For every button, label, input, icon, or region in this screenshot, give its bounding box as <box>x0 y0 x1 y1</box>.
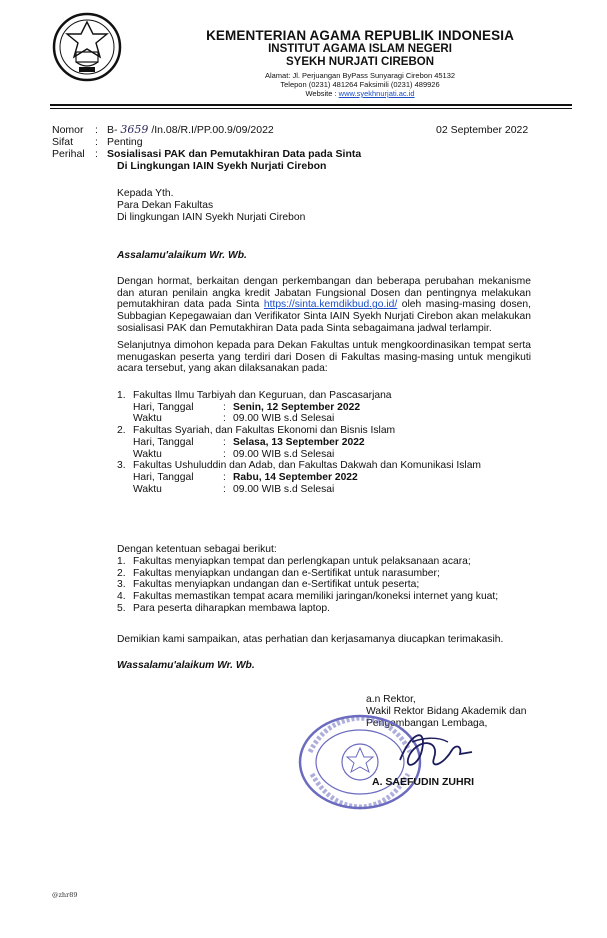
nomor-handwritten: 3659 <box>120 123 149 136</box>
handwritten-signature <box>382 720 482 780</box>
recipient-line-3: Di lingkungan IAIN Syekh Nurjati Cirebon <box>117 212 306 223</box>
paragraph-request: Selanjutnya dimohon kepada para Dekan Fakultas untuk mengkoordinasikan tempat serta menugaskan peserta yang terdiri dari Dosen di Fakultas masing-masing untuk mengikuti acara tersebut, yang akan dilaksanakan pada: <box>117 340 531 375</box>
schedule-time: 09.00 WIB s.d Selesai <box>233 413 335 425</box>
term-item: Fakultas menyiapkan tempat dan perlengkapan untuk pelaksanaan acara; <box>133 556 471 567</box>
signatory-name: A. SAEFUDIN ZUHRI <box>372 776 475 788</box>
signature-position-1: Wakil Rektor Bidang Akademik dan <box>366 706 527 717</box>
schedule-colon: : <box>223 471 226 483</box>
schedule-time-label: Waktu <box>133 483 162 495</box>
schedule-faculty: Fakultas Syariah, dan Fakultas Ekonomi dan Bisnis Islam <box>133 425 396 437</box>
sifat-label: Sifat <box>52 136 74 148</box>
para1-after-link: oleh masing-masing dosen, Subbagian Kepegawaian dan Verifikator Sinta IAIN Syekh Nurjati Cirebon akan melakukan sosialisasi PAK dan Pemutakhiran Data pada Sinta sebagaimana jadwal terlampir. <box>117 299 531 334</box>
sinta-link[interactable]: https://sinta.kemdikbud.go.id/ <box>263 299 398 311</box>
letterhead-institute-1: INSTITUT AGAMA ISLAM NEGERI <box>268 43 452 55</box>
term-item: Fakultas menyiapkan undangan dan e-Sertifikat untuk peserta; <box>133 579 420 591</box>
sifat-value: Penting <box>107 136 143 148</box>
letterhead-ministry: KEMENTERIAN AGAMA REPUBLIK INDONESIA <box>206 28 514 43</box>
closing-text: Demikian kami sampaikan, atas perhatian dan kerjasamanya diucapkan terimakasih. <box>117 634 504 645</box>
recipient-line-2: Para Dekan Fakultas <box>117 200 214 211</box>
letterhead-rule-thick <box>50 104 572 106</box>
term-number: 5. <box>117 602 126 614</box>
website-prefix: Website : <box>305 89 337 98</box>
website-link[interactable]: www.syekhnurjati.ac.id <box>338 89 415 98</box>
schedule-faculty: Fakultas Ilmu Tarbiyah dan Keguruan, dan Pascasarjana <box>133 390 392 401</box>
paragraph-intro <box>117 276 531 335</box>
term-number: 3. <box>117 579 126 591</box>
schedule-number: 1. <box>117 390 126 401</box>
salutation: Wassalamu'alaikum Wr. Wb. <box>117 660 255 671</box>
schedule-time-label: Waktu <box>133 413 162 425</box>
term-number: 2. <box>117 567 126 579</box>
schedule-day-label: Hari, Tanggal <box>133 401 194 413</box>
schedule-time: 09.00 WIB s.d Selesai <box>233 483 335 495</box>
nomor-row: Nomor : B- 3659 /In.08/R.I/PP.00.9/09/2022 <box>52 123 274 136</box>
schedule-day: Selasa, 13 September 2022 <box>233 436 365 448</box>
perihal-line-2: Di Lingkungan IAIN Syekh Nurjati Cirebon <box>117 160 327 172</box>
letter-date: 02 September 2022 <box>436 124 529 136</box>
term-item: Para peserta diharapkan membawa laptop. <box>133 602 330 614</box>
perihal-label: Perihal <box>52 148 85 160</box>
letterhead-rule-thin <box>50 108 572 109</box>
signature-an-rektor: a.n Rektor, <box>366 694 416 705</box>
schedule-number: 2. <box>117 425 126 437</box>
schedule-colon: : <box>223 401 226 413</box>
para1-before-link: Dengan hormat, berkaitan dengan perkembangan dan beberapa perubahan mekanisme dan aturan penilain angka kredit Jabatan Fungsional Dosen dan pentingnya melakukan pemutakhiran data pada Sinta <box>117 276 531 311</box>
letterhead-institute-2: SYEKH NURJATI CIREBON <box>285 56 435 68</box>
schedule-day: Senin, 12 September 2022 <box>233 401 361 413</box>
letterhead-address: Alamat: Jl. Perjuangan ByPass Sunyaragi Cirebon 45132 <box>264 71 456 80</box>
schedule-colon: : <box>223 436 226 448</box>
nomor-rest: /In.08/R.I/PP.00.9/09/2022 <box>151 124 274 136</box>
letterhead-phone: Telepon (0231) 481264 Faksimili (0231) 489926 <box>280 80 440 89</box>
terms-intro: Dengan ketentuan sebagai berikut: <box>117 544 277 555</box>
nomor-prefix: B- <box>107 124 118 136</box>
recipient-line-1: Kepada Yth. <box>117 188 174 199</box>
signature-position-2: Pengembangan Lembaga, <box>366 718 488 729</box>
term-number: 4. <box>117 591 126 603</box>
schedule-faculty: Fakultas Ushuluddin dan Adab, dan Fakultas Dakwah dan Komunikasi Islam <box>133 460 482 472</box>
term-item: Fakultas memastikan tempat acara memiliki jaringan/koneksi internet yang kuat; <box>133 591 499 603</box>
nomor-label: Nomor <box>52 124 84 136</box>
term-number: 1. <box>117 556 126 567</box>
schedule-day-label: Hari, Tanggal <box>133 471 194 483</box>
institution-logo <box>52 12 122 82</box>
schedule-number: 3. <box>117 460 126 472</box>
footer-initials: @zhr89 <box>52 891 78 899</box>
letterhead-website-line <box>125 89 595 98</box>
term-item: Fakultas menyiapkan undangan dan e-Sertifikat untuk narasumber; <box>133 567 440 579</box>
schedule-day-label: Hari, Tanggal <box>133 436 194 448</box>
schedule-colon: : <box>223 483 226 495</box>
perihal-row: Perihal : Sosialisasi PAK dan Pemutakhiran Data pada Sinta <box>52 148 362 160</box>
greeting: Assalamu'alaikum Wr. Wb. <box>117 250 247 261</box>
perihal-line-1: Sosialisasi PAK dan Pemutakhiran Data pada Sinta <box>107 148 362 160</box>
sifat-row: Sifat : Penting <box>52 136 143 148</box>
schedule-day: Rabu, 14 September 2022 <box>233 471 358 483</box>
schedule-colon: : <box>223 413 226 425</box>
schedule-colon: : <box>223 448 226 460</box>
schedule-time: 09.00 WIB s.d Selesai <box>233 448 335 460</box>
schedule-time-label: Waktu <box>133 448 162 460</box>
